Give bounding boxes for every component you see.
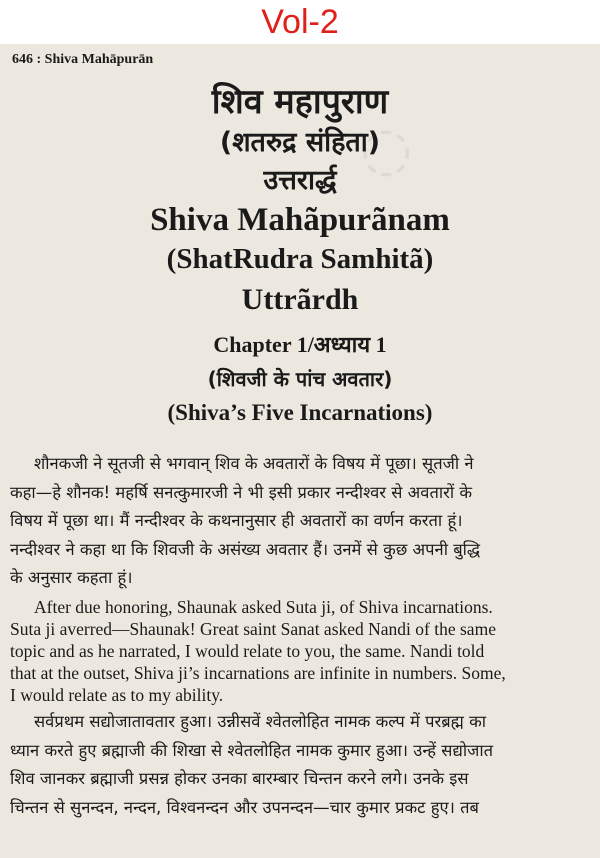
- text-line: सर्वप्रथम सद्योजातावतार हुआ। उन्नीसवें श्वेतलोहित नामक कल्प में परब्रह्म का: [34, 712, 487, 731]
- text-line: शौनकजी ने सूतजी से भगवान् शिव के अवतारों के विषय में पूछा। सूतजी ने: [34, 454, 474, 473]
- book-page: [0, 44, 600, 858]
- text-line: के अनुसार कहता हूं।: [10, 568, 133, 587]
- volume-banner: [0, 0, 600, 44]
- hindi-paragraph-2: [10, 708, 588, 822]
- text-line: After due honoring, Shaunak asked Suta ji, of Shiva incarnations.: [34, 597, 493, 617]
- text-line: विषय में पूछा था। मैं नन्दीश्वर के कथनानुसार ही अवतारों का वर्णन करता हूं।: [10, 511, 463, 530]
- text-line: नन्दीश्वर ने कहा था कि शिवजी के असंख्य अवतार हैं। उनमें से कुछ अपनी बुद्धि: [10, 539, 481, 559]
- bleed-through-mark: ◌: [360, 114, 413, 184]
- hindi-part-title: उत्तरार्द्ध: [263, 165, 337, 196]
- hindi-paragraph-1: [10, 450, 588, 593]
- text-line: ध्यान करते हुए ब्रह्माजी की शिखा से श्वेतलोहित नामक कुमार हुआ। उन्हें सद्योजात: [10, 740, 494, 760]
- text-line: Suta ji averred—Shaunak! Great saint Sanat asked Nandi of the same: [10, 619, 496, 639]
- hindi-title: शिव महापुराण: [211, 82, 389, 122]
- text-line: I would relate as to my ability.: [10, 685, 224, 705]
- title-block: [0, 80, 600, 430]
- text-line: कहा—हे शौनक! महर्षि सनत्कुमारजी ने भी इसी प्रकार नन्दीश्वर से अवतारों के: [10, 482, 473, 502]
- chapter-hindi-name: (शिवजी के पांच अवतार): [207, 367, 393, 391]
- running-head: 646 : Shiva Mahāpurān: [12, 52, 154, 67]
- english-subtitle: (ShatRudra Samhitã): [166, 243, 434, 275]
- english-paragraph-1: [10, 596, 588, 706]
- text-line: चिन्तन से सुनन्दन, नन्दन, विश्वनन्दन और उपनन्दन—चार कुमार प्रकट हुए। तब: [10, 797, 479, 817]
- hindi-subtitle: (शतरुद्र संहिता): [219, 127, 381, 158]
- english-title: Shiva Mahãpurãnam: [150, 202, 450, 238]
- text-line: topic and as he narrated, I would relate to you, the same. Nandi told: [10, 641, 485, 661]
- chapter-heading: Chapter 1/अध्याय 1: [213, 332, 387, 357]
- volume-label: Vol-2: [261, 3, 339, 41]
- chapter-english-name: (Shiva’s Five Incarnations): [167, 400, 433, 425]
- text-line: शिव जानकर ब्रह्माजी प्रसन्न होकर उनका बारम्बार चिन्तन करने लगे। उनके इस: [10, 769, 469, 788]
- text-line: that at the outset, Shiva ji’s incarnations are infinite in numbers. Some,: [10, 663, 506, 683]
- english-part-title: Uttrãrdh: [241, 283, 359, 316]
